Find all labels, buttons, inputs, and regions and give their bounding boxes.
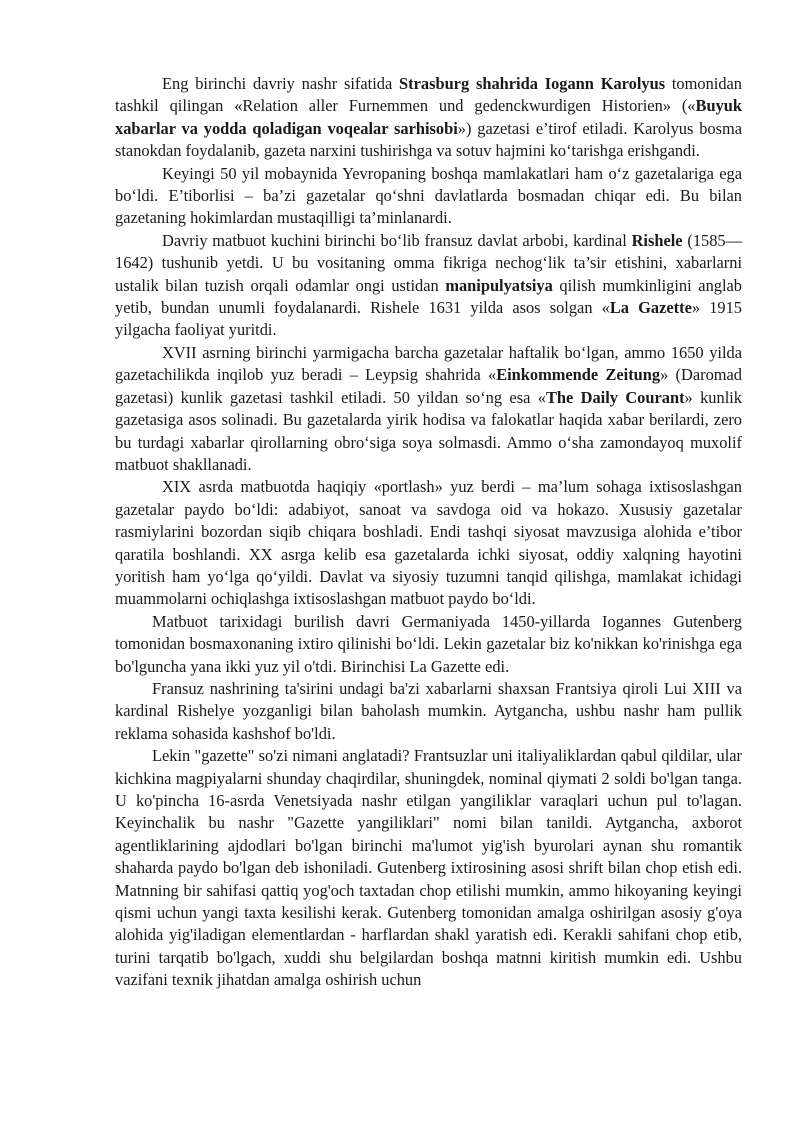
bold-text: The Daily Courant: [545, 387, 685, 407]
text-run: Fransuz nashrining ta'sirini undagi ba'zi xabarlarni shaxsan Frantsiya qiroli Lui XIII va kardinal Rishelye yozganligi bilan baholash mumkin. Aytgancha, ushbu nashr ham pullik reklama sohasida kashshof bo'ldi.: [115, 678, 742, 743]
paragraph: [115, 611, 742, 678]
text-run: » (Daromad gazetasi) kunlik gazetasi tashkil etiladi. 50 yildan so‘ng esa «: [115, 365, 742, 407]
bold-text: Rishele: [631, 230, 683, 250]
paragraph: [115, 745, 742, 991]
text-run: ») gazetasi e’tirof etiladi. Karolyus bosma stanokdan foydalanib, gazeta narxini tushirishga va sotuv hajmini ko‘tarishga erishgandi.: [115, 118, 742, 161]
bold-text: manipulyatsiya: [445, 275, 553, 295]
text-run: » kunlik gazetasiga asos solinadi. Bu gazetalarda yirik hodisa va falokatlar haqida xabar berilardi, zero bu turdagi xabarlar qirollarning obro‘siga soya solmasdi. Ammo o‘sha zamondayoq muxolif matbuot shakllanadi.: [115, 387, 743, 474]
paragraph: [115, 678, 742, 745]
text-run: (1585— 1642) tushunib yetdi. U bu vositaning omma fikriga nechog‘lik ta’sir etishini, xabarlarni ustalik bilan tuzish orqali odamlar ongi ustidan: [115, 230, 742, 295]
bold-text: Buyuk xabarlar va yodda qoladigan voqealar sarhisobi: [115, 96, 742, 138]
text-run: XIX asrda matbuotda haqiqiy «portlash» yuz berdi – ma’lum sohaga ixtisoslashgan gazetalar paydo bo‘ldi: adabiyot, sanoat va savdoga oid va hokazo. Xususiy gazetalar rasmiylarini bozordan siqib chiqara boshladi. Endi tashqi siyosat mavzusiga alohida e’tibor qaratila boshlandi. XX asrga kelib esa gazetalarda ichki siyosat, oddiy xalqning hayotini yoritish ham yo‘lga qo‘yildi. Davlat va siyosiy tuzumni tanqid qilishga, mamlakat ichidagi muammolarni ochiqlashga ixtisoslashgan matbuot paydo bo‘ldi.: [115, 477, 742, 609]
text-run: Eng birinchi davriy nashr sifatida: [162, 74, 400, 93]
bold-text: Strasburg shahrida Iogann Karolyus: [399, 74, 666, 93]
text-run: Lekin "gazette" so'zi nimani anglatadi? Frantsuzlar uni italiyaliklardan qabul qildilar, ular kichkina magpiyalarni shunday chaqirdilar, shuningdek, nominal qiymati 2 soldi bo'lgan tanga. U ko'pincha 16-asrda Venetsiyada nashr etilgan yangiliklar varaqlari uchun pul to'lagan. Keyinchalik bu nashr "Gazette yangiliklari" nomi bilan tanildi. Aytgancha, axborot agentliklarining ajdodlari bo'lgan birinchi ma'lumot yig'ish byurolari aynan shu romantik shaharda paydo bo'lgan deb ishoniladi. Gutenberg ixtirosining asosi shrift bilan chop etish edi. Matnning bir sahifasi qattiq yog'och taxtadan chop etilishi mumkin, ammo hikoyaning keyingi qismi uchun yangi taxta kesilishi kerak. Gutenberg tomonidan amalga oshirilgan asosiy g'oya alohida yig'iladigan elementlardan - harflardan shakl yaratish edi. Kerakli sahifani chop etib, turini tarqatib bo'lgach, xuddi shu belgilardan boshqa matnni kiritish mumkin edi. Ushbu vazifani texnik jihatdan amalga oshirish uchun: [115, 746, 742, 990]
bold-text: La Gazette: [609, 298, 692, 318]
text-run: XVII asrning birinchi yarmigacha barcha gazetalar haftalik bo‘lgan, ammo 1650 yilda gazetachilikda inqilob yuz beradi – Leypsig shahrida «: [115, 342, 742, 385]
text-run: Keyingi 50 yil mobaynida Yevropaning boshqa mamlakatlari ham o‘z gazetalariga ega bo‘ldi. E’tiborlisi – ba’zi gazetalar qo‘shni davlatlarda bosmadan chiqar edi. Bu bilan gazetaning hokimlardan mustaqilligi ta’minlanardi.: [115, 163, 742, 228]
text-run: tomonidan tashkil qilingan «Relation aller Furnemmen und gedenckwurdigen Historien» («: [115, 74, 742, 116]
paragraph: [115, 163, 742, 230]
paragraph: [115, 230, 742, 342]
text-run: Davriy matbuot kuchini birinchi bo‘lib fransuz davlat arbobi, kardinal: [162, 230, 632, 250]
paragraph: [115, 73, 742, 163]
paragraph: [115, 342, 742, 476]
document-page: [115, 73, 742, 992]
text-run: qilish mumkinligini anglab yetib, bundan unumli foydalanardi. Rishele 1631 yilda asos solgan «: [115, 275, 742, 318]
paragraph: [115, 476, 742, 610]
text-run: Matbuot tarixidagi burilish davri Germaniyada 1450-yillarda Iogannes Gutenberg tomonidan bosmaxonaning ixtiro qilinishi bo‘ldi. Lekin gazetalar biz ko'nikkan ko'rinishga ega bo'lguncha yana ikki yuz yil o'tdi. Birinchisi La Gazette edi.: [115, 611, 742, 676]
text-run: » 1915 yilgacha faoliyat yuritdi.: [115, 298, 742, 340]
bold-text: Einkommende Zeitung: [496, 365, 661, 385]
